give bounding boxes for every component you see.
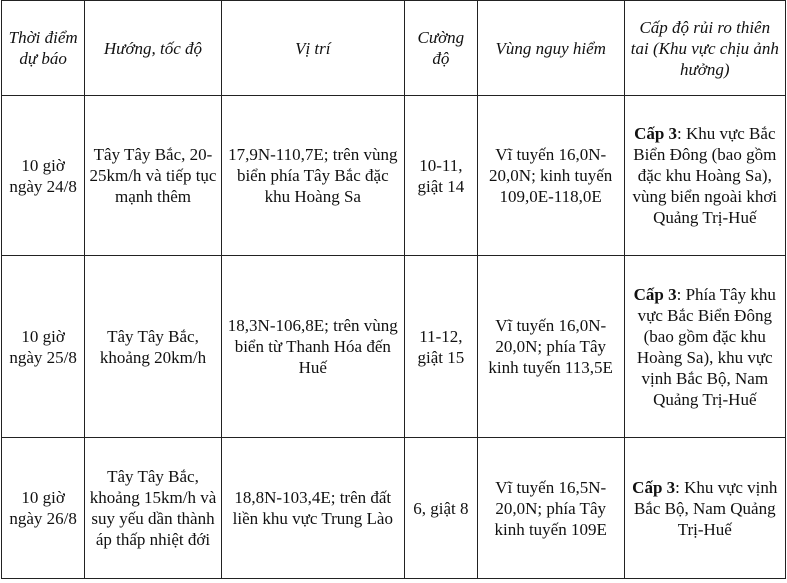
risk-area-text: : Phía Tây khu vực Bắc Biển Đông (bao gồm đặc khu Hoàng Sa), khu vực vịnh Bắc Bộ, Nam Quảng Trị-Huế	[636, 284, 776, 409]
risk-level-label: Cấp 3	[634, 124, 678, 143]
cell-intensity: 6, giật 8	[404, 438, 477, 579]
cell-forecast-time: 10 giờ ngày 25/8	[2, 256, 85, 438]
table-row	[2, 438, 786, 579]
cell-forecast-time: 10 giờ ngày 24/8	[2, 96, 85, 256]
header-danger-zone: Vùng nguy hiểm	[477, 1, 624, 96]
cell-position: 17,9N-110,7E; trên vùng biển phía Tây Bắc đặc khu Hoàng Sa	[221, 96, 404, 256]
header-intensity: Cường độ	[404, 1, 477, 96]
cell-direction-speed: Tây Tây Bắc, khoảng 20km/h	[85, 256, 221, 438]
risk-level-label: Cấp 3	[632, 477, 676, 497]
cell-direction-speed: Tây Tây Bắc, 20-25km/h và tiếp tục mạnh thêm	[85, 96, 221, 256]
cell-position: 18,3N-106,8E; trên vùng biển từ Thanh Hóa đến Huế	[221, 256, 404, 438]
forecast-table	[1, 0, 786, 579]
cell-direction-speed: Tây Tây Bắc, khoảng 15km/h và suy yếu dần thành áp thấp nhiệt đới	[85, 438, 221, 579]
cell-risk	[624, 96, 785, 256]
cell-danger-zone: Vĩ tuyến 16,0N-20,0N; phía Tây kinh tuyến 113,5E	[477, 256, 624, 438]
cell-intensity: 11-12, giật 15	[404, 256, 477, 438]
cell-intensity: 10-11, giật 14	[404, 96, 477, 256]
header-forecast-time: Thời điểm dự báo	[2, 1, 85, 96]
cell-risk	[624, 256, 785, 438]
table-header-row	[2, 1, 786, 96]
header-direction-speed: Hướng, tốc độ	[85, 1, 221, 96]
header-risk-level: Cấp độ rủi ro thiên tai (Khu vực chịu ảnh hưởng)	[624, 1, 785, 96]
table-row	[2, 256, 786, 438]
cell-forecast-time: 10 giờ ngày 26/8	[2, 438, 85, 579]
risk-area-text: : Khu vực vịnh Bắc Bộ, Nam Quảng Trị-Huế	[633, 477, 778, 539]
cell-danger-zone: Vĩ tuyến 16,0N-20,0N; kinh tuyến 109,0E-118,0E	[477, 96, 624, 256]
risk-level-label: Cấp 3	[633, 284, 677, 304]
risk-area-text: : Khu vực Bắc Biển Đông (bao gồm đặc khu Hoàng Sa), vùng biển ngoài khơi Quảng Trị-Huế	[632, 124, 778, 227]
cell-position: 18,8N-103,4E; trên đất liền khu vực Trung Lào	[221, 438, 404, 579]
header-position: Vị trí	[221, 1, 404, 96]
table-row	[2, 96, 786, 256]
cell-danger-zone: Vĩ tuyến 16,5N-20,0N; phía Tây kinh tuyến 109E	[477, 438, 624, 579]
cell-risk	[624, 438, 785, 579]
